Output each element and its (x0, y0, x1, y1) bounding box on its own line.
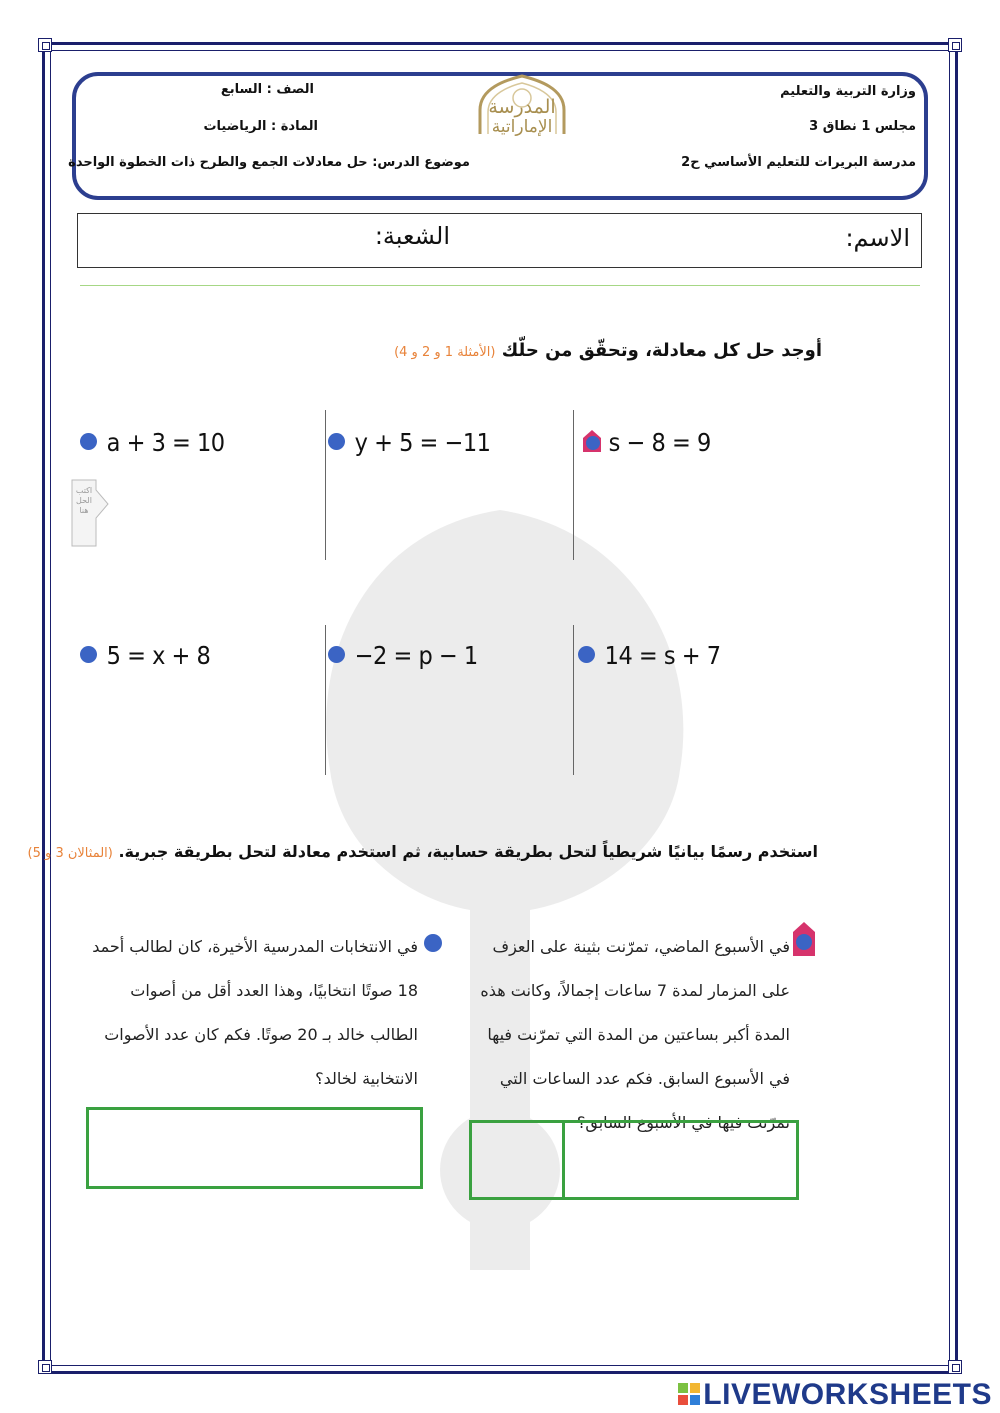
answer-cell-right[interactable] (565, 1123, 796, 1197)
bullet-icon (424, 932, 445, 952)
equation-text: y + 5 = −11 (354, 428, 491, 457)
bullet-icon (328, 433, 345, 450)
logo-text-line2: الإماراتية (491, 117, 553, 137)
section1-instruction (394, 340, 822, 361)
bullet-icon (80, 646, 97, 663)
name-label: الاسم: (845, 224, 910, 252)
write-here-tab (70, 478, 104, 548)
section2-note: (المثالان 3 و 5) (27, 846, 113, 861)
equation-4 (80, 641, 210, 670)
column-divider (573, 410, 574, 560)
bullet-icon (328, 646, 345, 663)
equation-5 (328, 641, 478, 670)
liveworksheets-logo[interactable] (678, 1378, 992, 1412)
bullet-icon (578, 646, 595, 663)
equation-text: a + 3 = 10 (106, 428, 225, 457)
answer-cell-left[interactable] (472, 1123, 562, 1197)
problem-right: في الأسبوع الماضي، تمرّنت بثينة على العزف على المزمار لمدة 7 ساعات إجمالاً، وكانت هذه المدة أكبر بساعتين من المدة التي تمرّنت فيها في الأسبوع السابق. فكم عدد الساعات التي تمرّنت فيها في الأسبوع السابق؟ (480, 937, 790, 1132)
problem-left: في الانتخابات المدرسية الأخيرة، كان لطالب أحمد 18 صوتًا انتخابيًا، وهذا العدد أقل من أصوات الطالب خالد بـ 20 صوتًا. فكم كان عدد الأصوات الانتخابية لخالد؟ (92, 937, 418, 1088)
frame-corner (948, 1360, 962, 1374)
write-here-text: اكتب الحل هنا (75, 486, 93, 515)
equation-1 (80, 428, 225, 457)
divider (80, 285, 920, 286)
subject-label: المادة : الرياضيات (203, 119, 318, 134)
section1-note: (الأمثلة 1 و 2 و 4) (394, 345, 496, 360)
answer-box-left[interactable] (86, 1107, 423, 1189)
column-divider (325, 410, 326, 560)
home-icon (582, 429, 602, 453)
equation-6 (578, 641, 721, 670)
equation-text: −2 = p − 1 (354, 641, 478, 670)
column-divider (573, 625, 574, 775)
bullet-icon (80, 433, 97, 450)
logo-text-line1: المدرسة (488, 96, 556, 118)
section2-instruction-text: استخدم رسمًا بيانيًا شريطياً لتحل بطريقة حسابية، ثم استخدم معادلة لتحل بطريقة جبرية. (118, 842, 818, 861)
frame-corner (38, 1360, 52, 1374)
equation-text: 5 = x + 8 (106, 641, 211, 670)
liveworksheets-text: LIVEWORKSHEETS (703, 1378, 992, 1411)
section-label: الشعبة: (374, 222, 450, 250)
bullet-dot (424, 934, 442, 952)
equation-text: s − 8 = 9 (608, 428, 711, 457)
equation-text: 14 = s + 7 (604, 641, 721, 670)
equation-2 (328, 428, 491, 457)
student-info-box (77, 213, 922, 268)
column-divider (325, 625, 326, 775)
school-logo (466, 74, 578, 146)
section1-instruction-text: أوجد حل كل معادلة، وتحقّق من حلّك (501, 340, 822, 361)
council-name: مجلس 1 نطاق 3 (809, 119, 916, 134)
frame-corner (38, 38, 52, 52)
frame-corner (948, 38, 962, 52)
section2-instruction (28, 842, 818, 861)
ministry-name: وزارة التربية والتعليم (780, 84, 916, 99)
liveworksheets-icon (678, 1383, 700, 1405)
grade-label: الصف : السابع (220, 82, 314, 97)
home-icon (792, 920, 816, 958)
lesson-topic: موضوع الدرس: حل معادلات الجمع والطرح ذات الخطوة الواحدة (68, 155, 470, 170)
school-name: مدرسة البريرات للتعليم الأساسي ح2 (681, 155, 916, 170)
equation-3 (582, 428, 711, 457)
